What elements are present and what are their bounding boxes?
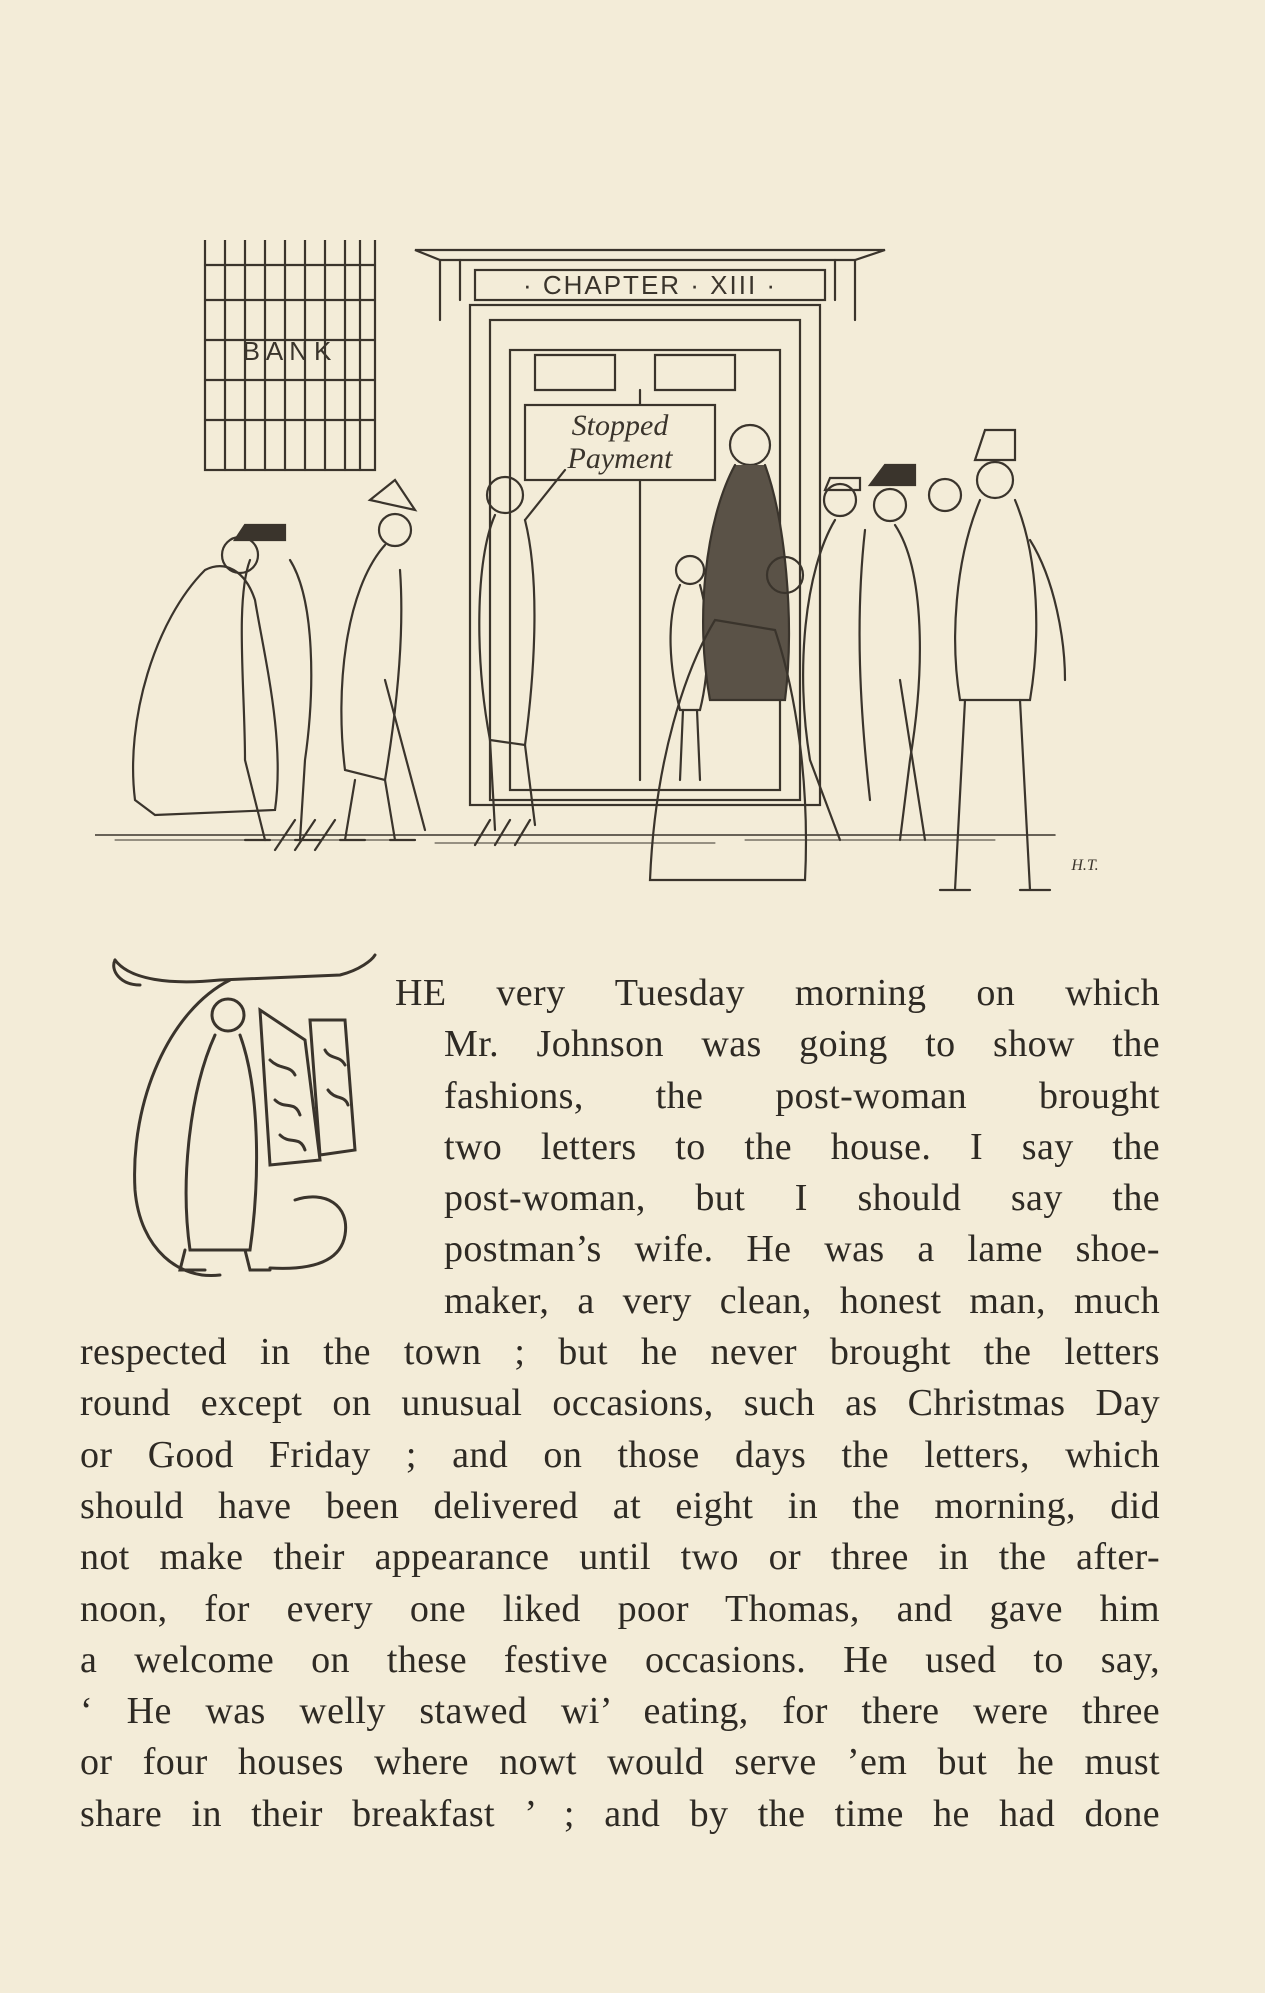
text-line: two letters to the house. I say the bbox=[444, 1125, 1160, 1168]
text-line: post-woman, but I should say the bbox=[444, 1177, 1160, 1220]
text-line: Mr. Johnson was going to show the bbox=[444, 1023, 1160, 1066]
door-notice-line1: Stopped bbox=[571, 409, 669, 442]
bank-scene-drawing bbox=[95, 240, 1125, 900]
text-line: respected in the town ; but he never brought the letters bbox=[80, 1331, 1160, 1374]
chapter-illustration bbox=[95, 240, 1125, 900]
chapter-heading: · CHAPTER · XIII · bbox=[522, 270, 778, 300]
door-notice-line2: Payment bbox=[567, 442, 673, 475]
text-line: fashions, the post-woman brought bbox=[444, 1074, 1160, 1117]
text-line: should have been delivered at eight in the morning, did bbox=[80, 1484, 1160, 1527]
bank-sign: BANK bbox=[242, 336, 338, 366]
text-line: or Good Friday ; and on those days the letters, which bbox=[80, 1433, 1160, 1476]
text-line: share in their breakfast ’ ; and by the time he had done bbox=[80, 1792, 1160, 1835]
text-line: not make their appearance until two or three in the after- bbox=[80, 1536, 1160, 1579]
text-line: HE very Tuesday morning on which bbox=[395, 972, 1160, 1014]
text-line: noon, for every one liked poor Thomas, and gave him bbox=[80, 1587, 1160, 1630]
text-line: a welcome on these festive occasions. He used to say, bbox=[80, 1638, 1160, 1681]
text-line: ‘ He was welly stawed wi’ eating, for there were three bbox=[80, 1690, 1160, 1733]
text-line: or four houses where nowt would serve ’em but he must bbox=[80, 1741, 1160, 1784]
chapter-body-text bbox=[80, 968, 1160, 1840]
text-line: postman’s wife. He was a lame shoe- bbox=[444, 1228, 1160, 1271]
text-line: maker, a very clean, honest man, much bbox=[444, 1279, 1160, 1322]
text-line: round except on unusual occasions, such as Christmas Day bbox=[80, 1382, 1160, 1425]
artist-monogram: H.T. bbox=[1071, 857, 1099, 874]
